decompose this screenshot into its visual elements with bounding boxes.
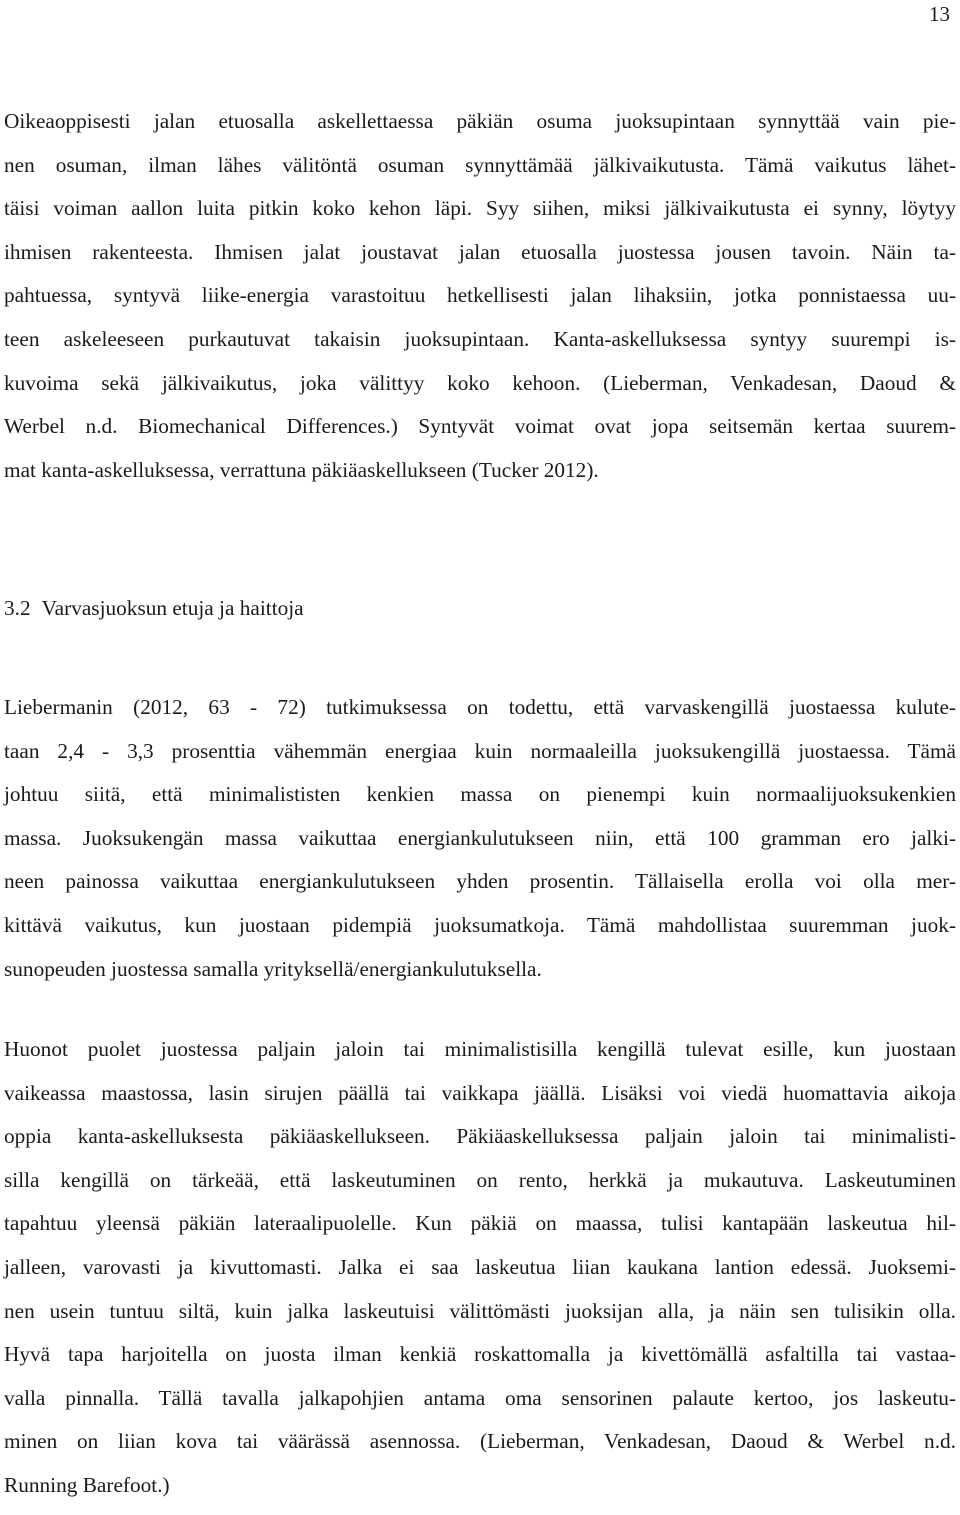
text-line: kittävä vaikutus, kun juostaan pidempiä juoksumatkoja. Tämä mahdollistaa suuremman juok- — [4, 912, 956, 937]
page-number: 13 — [929, 2, 950, 26]
text-line: tapahtuu yleensä päkiän lateraalipuolelle. Kun päkiä on maassa, tulisi kantapään laskeutua hil- — [4, 1211, 956, 1236]
text-line: ihmisen rakenteesta. Ihmisen jalat joustavat jalan etuosalla juostessa jousen tavoin. Näin ta- — [4, 239, 956, 264]
section-heading — [4, 588, 304, 628]
text-line: silla kengillä on tärkeää, että laskeutuminen on rento, herkkä ja mukautuva. Laskeutuminen — [4, 1167, 956, 1192]
text-line: massa. Juoksukengän massa vaikuttaa energiankulutukseen niin, että 100 gramman ero jalki- — [4, 825, 956, 850]
text-line: nen usein tuntuu siltä, kuin jalka laskeutuisi välittömästi juoksijan alla, ja näin sen tulisikin olla. — [4, 1298, 956, 1323]
text-line: mat kanta-askelluksessa, verrattuna päkiäaskellukseen (Tucker 2012). — [4, 457, 599, 482]
text-line: Hyvä tapa harjoitella on juosta ilman kenkiä roskattomalla ja kivettömällä asfaltilla tai vastaa- — [4, 1342, 956, 1367]
text-line: jalleen, varovasti ja kivuttomasti. Jalka ei saa laskeutua liian kaukana lantion edessä. Juoksemi- — [4, 1254, 956, 1279]
section-title: Varvasjuoksun etuja ja haittoja — [41, 596, 304, 620]
text-line: vaikeassa maastossa, lasin sirujen päällä tai vaikkapa jäällä. Lisäksi voi viedä huomattavia aikoja — [4, 1080, 956, 1105]
body-paragraph-3 — [4, 1028, 956, 1508]
text-line: täisi voiman aallon luita pitkin koko kehon läpi. Syy siihen, miksi jälkivaikutusta ei synny, löytyy — [4, 196, 956, 221]
text-line: sunopeuden juostessa samalla yrityksellä/energiankulutuksella. — [4, 956, 542, 981]
text-line: kuvoima sekä jälkivaikutus, joka välittyy koko kehoon. (Lieberman, Venkadesan, Daoud & — [4, 370, 956, 395]
text-line: Running Barefoot.) — [4, 1472, 170, 1497]
text-line: Werbel n.d. Biomechanical Differences.) Syntyvät voimat ovat jopa seitsemän kertaa suurem- — [4, 414, 956, 439]
text-line: taan 2,4 - 3,3 prosenttia vähemmän energiaa kuin normaaleilla juoksukengillä juostaessa. Tämä — [4, 738, 956, 763]
text-line: nen osuman, ilman lähes välitöntä osuman synnyttämää jälkivaikutusta. Tämä vaikutus lähet- — [4, 152, 956, 177]
text-line: Oikeaoppisesti jalan etuosalla askellettaessa päkiän osuma juoksupintaan synnyttää vain pie- — [4, 109, 956, 133]
text-line: valla pinnalla. Tällä tavalla jalkapohjien antama oma sensorinen palaute kertoo, jos laskeutu- — [4, 1385, 956, 1410]
text-line: neen painossa vaikuttaa energiankulutukseen yhden prosentin. Tällaisella erolla voi olla mer- — [4, 869, 956, 894]
text-line: Liebermanin (2012, 63 - 72) tutkimuksessa on todettu, että varvaskengillä juostaessa kulute- — [4, 695, 956, 719]
section-number: 3.2 — [4, 596, 31, 620]
body-paragraph-2 — [4, 686, 956, 991]
text-line: teen askeleeseen purkautuvat takaisin juoksupintaan. Kanta-askelluksessa syntyy suurempi is- — [4, 326, 956, 351]
body-paragraph-1 — [4, 100, 956, 492]
text-line: Huonot puolet juostessa paljain jaloin tai minimalistisilla kengillä tulevat esille, kun juostaan — [4, 1037, 956, 1061]
text-line: pahtuessa, syntyvä liike-energia varastoituu hetkellisesti jalan lihaksiin, jotka ponnistaessa uu- — [4, 283, 956, 308]
text-line: johtuu siitä, että minimalististen kenkien massa on pienempi kuin normaalijuoksukenkien — [4, 782, 956, 807]
text-line: oppia kanta-askelluksesta päkiäaskellukseen. Päkiäaskelluksessa paljain jaloin tai minimalisti- — [4, 1124, 956, 1149]
text-line: minen on liian kova tai väärässä asennossa. (Lieberman, Venkadesan, Daoud & Werbel n.d. — [4, 1429, 956, 1454]
